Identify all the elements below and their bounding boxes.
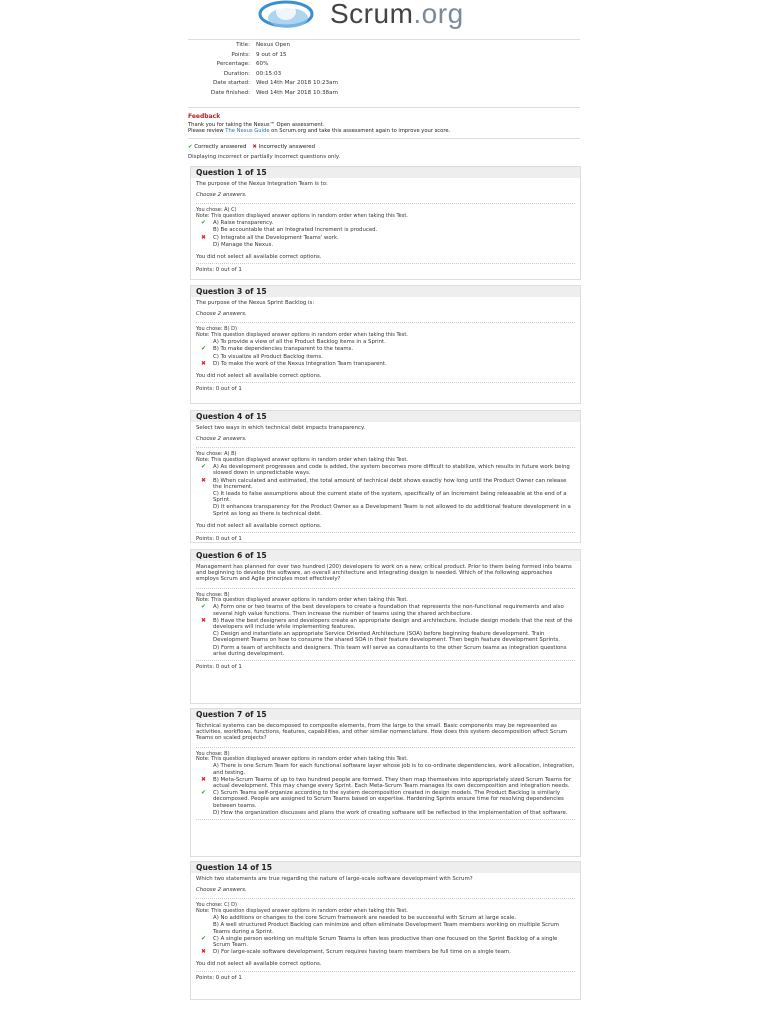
answer-option-text: A) There is one Scrum Team for each functional software layer whose job is to co-ordinate dependencies, work allocation, integration, and testing.: [213, 763, 575, 776]
answer-option: [196, 915, 575, 921]
question-points: Points: 0 out of 1: [196, 267, 242, 274]
scrum-org-logo: [256, 0, 516, 36]
answer-option: [196, 618, 575, 630]
answer-option-text: D) It enhances transparency for the Product Owner as a Development Team is not allowed to do additional feature development in a Sprint as long as there is technical debt.: [213, 504, 571, 517]
answer-option-text: B) Have the best designers and developers create an appropriate design and architecture. Include design models that the rest of the developers will include while implementing features.: [213, 617, 573, 631]
checkmark-icon: ✔: [201, 219, 207, 227]
cross-icon: ✖: [201, 616, 207, 624]
answer-option: [196, 464, 575, 476]
question-title: Question 6 of 15: [191, 550, 580, 561]
you-chose: You chose: B): [196, 750, 230, 757]
logo-wordmark: Scrum.org: [330, 0, 464, 29]
divider: [196, 588, 575, 589]
divider: [196, 747, 575, 748]
summary-value: 9 out of 15: [256, 51, 287, 58]
checkmark-icon: ✔: [201, 463, 207, 471]
divider: [196, 971, 575, 972]
random-order-note: Note: This question displayed answer options in random order when taking this Test.: [196, 907, 408, 914]
result-summary: [188, 42, 580, 99]
question-text: Which two statements are true regarding the nature of large-scale software development with Scrum?: [196, 876, 473, 882]
question-title: Question 1 of 15: [191, 167, 580, 178]
cross-icon: ✖: [201, 948, 207, 956]
legend-correct: Correctly answered: [194, 144, 247, 150]
answer-option-text: C) A single person working on multiple Scrum Teams is often less productive than one focused on the Sprint Backlog of a single Scrum Team.: [213, 935, 558, 949]
question-points: Points: 0 out of 1: [196, 536, 242, 543]
answer-option-text: C) Scrum Teams self-organize according to the system decomposition created in design models. The Product Backlog is similarly decomposed. People are assigned to Scrum Teams based on expertise. Hardening Sprints ensure time for resolving dependencies between teams.: [213, 790, 564, 809]
question-text: Management has planned for over two hundred (200) developers to work on a new, critical product. Prior to them being formed into teams and beginning to develop the software, an overall architecture and integrating design is needed. Which of the following approaches employs Scrum and Agile principles most effectively?: [196, 564, 572, 583]
divider: [196, 382, 575, 383]
summary-row: [188, 42, 580, 52]
answer-option: [196, 346, 575, 352]
random-order-note: Note: This question displayed answer options in random order when taking this Test.: [196, 756, 408, 763]
you-chose: You chose: A) B): [196, 451, 237, 458]
random-order-note: Note: This question displayed answer options in random order when taking this Test.: [196, 597, 408, 604]
answer-option-text: C) Integrate all the Development Teams' work.: [213, 234, 339, 241]
summary-label: Duration:: [223, 70, 250, 77]
question-title: Question 4 of 15: [191, 411, 580, 422]
summary-label: Date finished:: [210, 89, 250, 96]
summary-row: [188, 80, 580, 90]
answer-option: [196, 504, 575, 516]
answer-option: [196, 354, 575, 360]
answer-option-text: B) When calculated and estimated, the total amount of technical debt shows exactly how long until the Product Owner can release the Increment.: [213, 477, 567, 490]
question-text: Select two ways in which technical debt impacts transparency.: [196, 425, 366, 431]
divider: [188, 107, 580, 108]
question-card: [190, 861, 581, 1000]
random-order-note: Note: This question displayed answer options in random order when taking this Test.: [196, 456, 408, 463]
summary-label: Date started:: [212, 80, 250, 86]
random-order-note: Note: This question displayed answer options in random order when taking this Test.: [196, 212, 408, 219]
divider: [196, 447, 575, 448]
answer-option: [196, 235, 575, 241]
answer-option: [196, 227, 575, 233]
answer-option: [196, 810, 575, 816]
feedback-title: Feedback: [188, 113, 221, 120]
question-title: Question 3 of 15: [191, 286, 580, 297]
cross-icon: ✖: [201, 775, 207, 783]
you-chose: You chose: B) D): [196, 326, 237, 333]
random-order-note: Note: This question displayed answer options in random order when taking this Test.: [196, 331, 408, 338]
summary-label: Title:: [236, 42, 250, 48]
checkmark-icon: ✔: [201, 934, 207, 942]
choose-instruction: Choose 2 answers.: [196, 887, 247, 894]
answer-option-text: B) Meta-Scrum Teams of up to two hundred people are formed. They then map themselves into appropriately sized Scrum Teams for actual development. This may change every Sprint. Each Meta-Scrum Team manages its own decomposition and integration needs.: [213, 776, 572, 790]
summary-row: [188, 71, 580, 81]
display-filter-note: Displaying incorrect or partially incorrect questions only.: [188, 154, 341, 160]
answer-option: [196, 790, 575, 809]
legend-incorrect: Incorrectly answered: [258, 144, 316, 150]
checkmark-icon: ✔: [201, 789, 207, 797]
divider: [188, 138, 580, 139]
cross-icon: ✖: [201, 359, 207, 367]
nexus-guide-link[interactable]: The Nexus Guide: [225, 128, 270, 134]
summary-row: [188, 90, 580, 100]
answer-option: [196, 777, 575, 789]
question-title: Question 14 of 15: [191, 862, 580, 873]
you-chose: You chose: C) D): [196, 902, 237, 909]
question-text: The purpose of the Nexus Integration Team is to:: [196, 181, 328, 187]
answer-option: [196, 645, 575, 657]
incomplete-selection-note: You did not select all available correct options.: [196, 522, 322, 529]
feedback-review-text: Please review The Nexus Guide on Scrum.org and take this assessment again to improve your score.: [188, 128, 451, 134]
answer-option: [196, 220, 575, 226]
answer-option: [196, 922, 575, 934]
globe-logo-icon: [256, 0, 326, 34]
divider: [196, 203, 575, 204]
answer-option: [196, 763, 575, 775]
divider: [196, 263, 575, 264]
question-card: [190, 285, 581, 404]
answer-option-text: A) To provide a view of all the Product Backlog items in a Sprint.: [213, 339, 386, 346]
answer-option-text: C) It leads to false assumptions about the current state of the system, specifically of an Increment being releasable at the end of a Sprint.: [213, 491, 567, 504]
divider: [196, 660, 575, 661]
answer-option: [196, 949, 575, 955]
answer-option: [196, 242, 575, 248]
summary-row: [188, 52, 580, 62]
feedback-section: [188, 114, 580, 134]
question-card: [190, 549, 581, 704]
answer-option-text: A) Form one or two teams of the best developers to create a foundation that represents the non-functional requirements and also several high value functions. Then increase the number of teams using the shared architecture.: [213, 604, 564, 617]
question-text: Technical systems can be decomposed to composite elements, from the large to the small. Basic components may be represented as activities, workflows, functions, features, capabilities, and other similar nomenclature. How does this system decomposition affect Scrum Teams on scaled projects?: [196, 723, 568, 742]
divider: [196, 898, 575, 899]
summary-value: Wed 14th Mar 2018 10:38am: [256, 89, 338, 96]
answer-option: [196, 478, 575, 490]
incomplete-selection-note: You did not select all available correct options.: [196, 961, 322, 968]
summary-value: Wed 14th Mar 2018 10:23am: [256, 80, 338, 86]
you-chose: You chose: B): [196, 591, 230, 598]
summary-value: 00:15:03: [256, 70, 282, 77]
checkmark-icon: ✔: [201, 603, 207, 611]
answer-option: [196, 936, 575, 948]
answer-option: [196, 339, 575, 345]
question-text: The purpose of the Nexus Sprint Backlog is:: [196, 300, 315, 306]
choose-instruction: Choose 2 answers.: [196, 311, 247, 318]
answer-option-text: C) To visualize all Product Backlog items.: [213, 353, 323, 360]
question-points: Points: 0 out of 1: [196, 664, 242, 671]
divider: [196, 532, 575, 533]
summary-row: [188, 61, 580, 71]
answer-option-text: B) A well structured Product Backlog can minimize and often eliminate Development Team members working on multiple Scrum Teams during a Sprint.: [213, 922, 560, 935]
choose-instruction: Choose 2 answers.: [196, 192, 247, 199]
question-card: [190, 708, 581, 857]
divider: [188, 39, 580, 40]
answer-option-text: A) Raise transparency.: [213, 220, 274, 227]
question-card: [190, 166, 581, 280]
answer-option-text: A) No additions or changes to the core Scrum framework are needed to be successful with Scrum at large scale.: [213, 915, 517, 922]
incomplete-selection-note: You did not select all available correct options.: [196, 254, 322, 261]
summary-value: 60%: [256, 61, 269, 67]
choose-instruction: Choose 2 answers.: [196, 436, 247, 443]
you-chose: You chose: A) C): [196, 207, 237, 214]
question-card: [190, 410, 581, 543]
answer-option-text: A) As development progresses and code is added, the system becomes more difficult to stabilize, which results in future work being slowed down in unpredictable ways.: [213, 464, 570, 477]
feedback-text: Thank you for taking the Nexus™ Open assessment.: [188, 122, 325, 128]
answer-legend: [188, 144, 315, 150]
answer-option: [196, 631, 575, 643]
question-title: Question 7 of 15: [191, 709, 580, 720]
summary-value: Nexus Open: [256, 42, 291, 48]
cross-icon: ✖: [201, 476, 207, 484]
answer-option-text: C) Design and instantiate an appropriate Service Oriented Architecture (SOA) before beginning feature development. Train Development Teams on how to consume the shared SOA in their feature development. Then begin feature development Sprints.: [213, 631, 561, 644]
cross-icon: ✖: [252, 144, 257, 150]
answer-option: [196, 491, 575, 503]
answer-option-text: B) Be accountable that an Integrated Increment is produced.: [213, 227, 378, 234]
checkmark-icon: ✔: [201, 345, 207, 353]
answer-option-text: D) Form a team of architects and designers. This team will serve as consultants to the other Scrum teams as integration questions arise during development.: [213, 644, 567, 657]
cross-icon: ✖: [201, 233, 207, 241]
answer-option-text: D) How the organization discusses and plans the work of creating software will be reflected in the implementation of that software.: [213, 809, 568, 816]
answer-option-text: D) For large-scale software development, Scrum requires having team members be full time on a single team.: [213, 949, 511, 956]
question-points: Points: 0 out of 1: [196, 974, 242, 981]
answer-option: [196, 361, 575, 367]
answer-option: [196, 604, 575, 616]
checkmark-icon: ✔: [188, 144, 193, 150]
question-points: Points: 0 out of 1: [196, 386, 242, 393]
divider: [196, 819, 575, 820]
summary-label: Percentage:: [216, 61, 250, 67]
answer-option-text: D) Manage the Nexus.: [213, 241, 274, 248]
divider: [196, 322, 575, 323]
summary-label: Points:: [231, 51, 250, 58]
answer-option-text: D) To make the work of the Nexus Integration Team transparent.: [213, 360, 387, 367]
incomplete-selection-note: You did not select all available correct options.: [196, 373, 322, 380]
answer-option-text: B) To make dependencies transparent to the teams.: [213, 346, 354, 353]
